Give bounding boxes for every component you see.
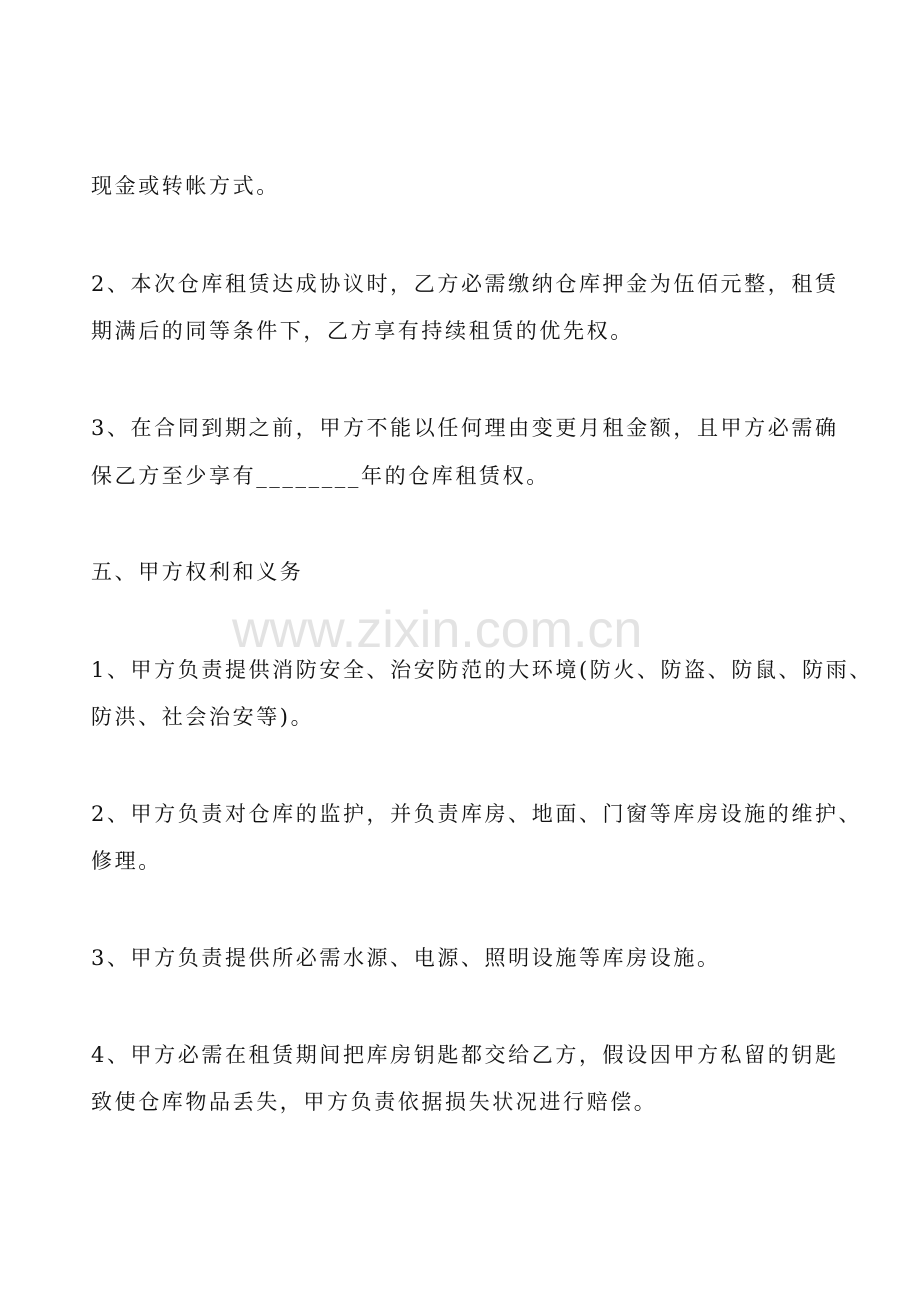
paragraph-line: 4、甲方必需在租赁期间把库房钥匙都交给乙方，假设因甲方私留的钥匙: [91, 1043, 839, 1067]
paragraph-line: 致使仓库物品丢失，甲方负责依据损失状况进行赔偿。: [91, 1090, 658, 1114]
watermark-text: www.zixin.com.cn: [232, 601, 643, 659]
paragraph-line: 现金或转帐方式。: [91, 174, 280, 198]
paragraph-line: 1、甲方负责提供消防安全、治安防范的大环境(防火、防盗、防鼠、防雨、: [91, 658, 873, 682]
paragraph-line: 3、在合同到期之前，甲方不能以任何理由变更月租金额，且甲方必需确: [91, 416, 839, 440]
paragraph-line: 修理。: [91, 849, 162, 873]
paragraph-line: 2、甲方负责对仓库的监护，并负责库房、地面、门窗等库房设施的维护、: [91, 802, 863, 826]
paragraph-line: 保乙方至少享有________年的仓库租赁权。: [91, 464, 550, 488]
paragraph-line: 2、本次仓库租赁达成协议时，乙方必需缴纳仓库押金为伍佰元整，租赁: [91, 272, 839, 296]
paragraph-line: 防洪、社会治安等)。: [91, 705, 315, 729]
section-heading: 五、甲方权利和义务: [91, 560, 304, 584]
paragraph-line: 3、甲方负责提供所必需水源、电源、照明设施等库房设施。: [91, 946, 721, 970]
paragraph-line: 期满后的同等条件下，乙方享有持续租赁的优先权。: [91, 319, 634, 343]
